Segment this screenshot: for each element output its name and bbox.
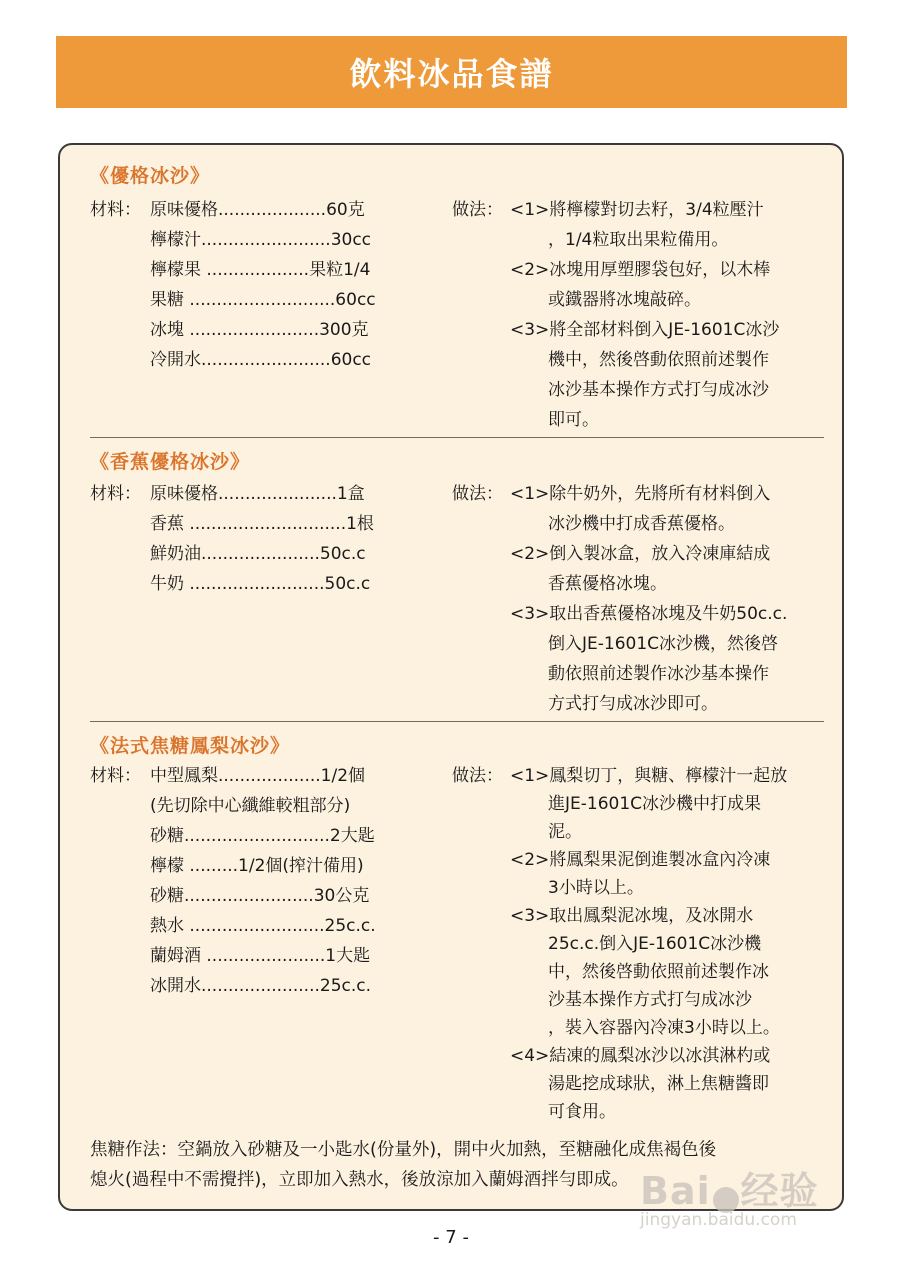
step-line: 香蕉優格冰塊。 [548,574,667,594]
step-line: <2>將鳳梨果泥倒進製冰盒內冷凍 [510,850,771,870]
step-line: 冰沙機中打成香蕉優格。 [548,514,735,534]
ingredient-line: 原味優格......................1盒 [150,484,365,504]
steps-label: 做法： [452,766,503,786]
recipe-title: 《香蕉優格冰沙》 [90,451,251,473]
recipe-panel [58,143,844,1211]
step-line: 泥。 [548,822,582,842]
step-line: <2>冰塊用厚塑膠袋包好，以木棒 [510,260,771,280]
ingredient-line: 熱水 .........................25c.c. [150,916,376,936]
ingredients-label: 材料： [90,766,141,786]
step-line: 倒入JE-1601C冰沙機，然後啓 [548,634,779,654]
ingredient-line: 冰塊 ........................300克 [150,320,369,340]
caramel-note-line: 焦糖作法：空鍋放入砂糖及一小匙水(份量外)，開中火加熱，至糖融化成焦褐色後 [90,1140,717,1160]
step-line: 3小時以上。 [548,878,644,898]
step-line: <2>倒入製冰盒，放入冷凍庫結成 [510,544,771,564]
step-line: ，裝入容器內冷凍3小時以上。 [548,1018,780,1038]
step-line: 進JE-1601C冰沙機中打成果 [548,794,762,814]
ingredient-line: 鮮奶油......................50c.c [150,544,366,564]
page-number: - 7 - [433,1227,469,1248]
page-title: 飲料冰品食譜 [349,55,554,93]
step-line: 25c.c.倒入JE-1601C冰沙機 [548,934,762,954]
paw-icon [713,1187,739,1213]
step-line: <1>鳳梨切丁，與糖、檸檬汁一起放 [510,766,788,786]
steps-label: 做法： [452,484,503,504]
ingredient-line: 香蕉 .............................1根 [150,514,374,534]
ingredient-line: (先切除中心纖維較粗部分) [150,796,351,816]
section-divider [90,437,824,438]
ingredient-line: 檸檬 .........1/2個(搾汁備用) [150,856,364,876]
ingredient-line: 原味優格....................60克 [150,200,365,220]
step-line: ，1/4粒取出果粒備用。 [548,230,729,250]
step-line: 機中，然後啓動依照前述製作 [548,350,769,370]
baidu-watermark [640,1160,819,1230]
step-line: <3>取出鳳梨泥冰塊，及冰開水 [510,906,754,926]
step-line: 方式打勻成冰沙即可。 [548,694,718,714]
step-line: 沙基本操作方式打勻成冰沙 [548,990,752,1010]
step-line: 中，然後啓動依照前述製作冰 [548,962,769,982]
recipe-title: 《法式焦糖鳳梨冰沙》 [90,735,291,757]
ingredients-label: 材料： [90,200,141,220]
steps-label: 做法： [452,200,503,220]
watermark-url: jingyan.baidu.com [640,1210,797,1230]
step-line: <1>將檸檬對切去籽，3/4粒壓汁 [510,200,764,220]
step-line: 即可。 [548,410,599,430]
ingredient-line: 砂糖........................30公克 [150,886,370,906]
step-line: <1>除牛奶外，先將所有材料倒入 [510,484,771,504]
step-line: 動依照前述製作冰沙基本操作 [548,664,769,684]
step-line: <3>將全部材料倒入JE-1601C冰沙 [510,320,780,340]
ingredients-label: 材料： [90,484,141,504]
ingredient-line: 冰開水......................25c.c. [150,976,372,996]
ingredient-line: 冷開水........................60cc [150,350,372,370]
step-line: <4>結凍的鳳梨冰沙以冰淇淋杓或 [510,1046,771,1066]
section-divider [90,721,824,722]
step-line: 冰沙基本操作方式打勻成冰沙 [548,380,769,400]
ingredient-line: 檸檬果 ...................果粒1/4 [150,260,371,280]
title-bar [56,36,847,108]
watermark-logo-text: 经验 [740,1169,819,1213]
recipe-title: 《優格冰沙》 [90,165,211,187]
ingredient-line: 牛奶 .........................50c.c [150,574,371,594]
ingredient-line: 果糖 ...........................60cc [150,290,376,310]
ingredient-line: 檸檬汁........................30cc [150,230,372,250]
step-line: 湯匙挖成球狀，淋上焦糖醬即 [548,1074,769,1094]
ingredient-line: 砂糖...........................2大匙 [150,826,375,846]
ingredient-line: 蘭姆酒 ......................1大匙 [150,946,371,966]
step-line: 或鐵器將冰塊敲碎。 [548,290,701,310]
watermark-logo-text: Bai [640,1169,711,1213]
ingredient-line: 中型鳳梨...................1/2個 [150,766,366,786]
step-line: <3>取出香蕉優格冰塊及牛奶50c.c. [510,604,788,624]
caramel-note-line: 熄火(過程中不需攪拌)，立即加入熱水，後放涼加入蘭姆酒拌勻即成。 [90,1170,629,1190]
step-line: 可食用。 [548,1102,616,1122]
